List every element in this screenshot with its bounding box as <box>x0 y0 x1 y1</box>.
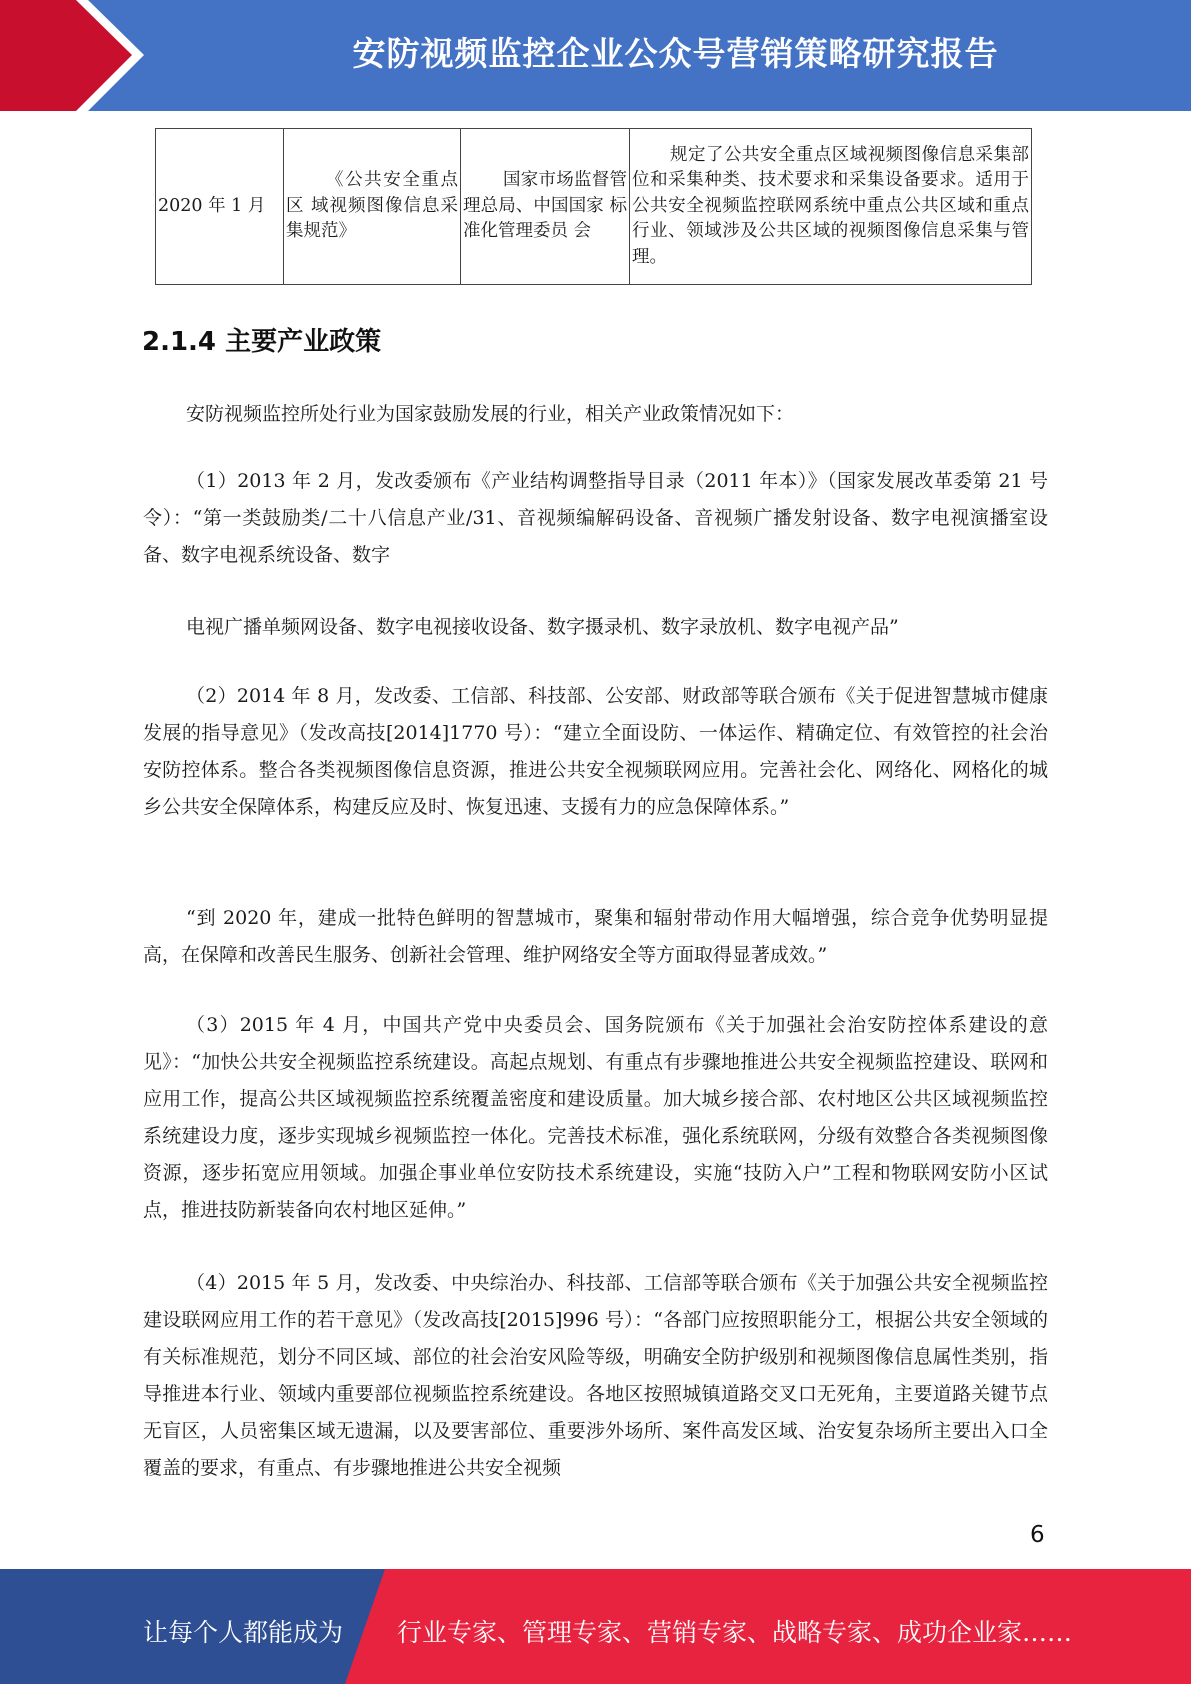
policy-paragraph-4: （4）2015 年 5 月，发改委、中央综治办、科技部、工信部等联合颁布《关于加强公共安全视频监控建设联网应用工作的若干意见》（发改高技[2015]996 号）：“各部门应按照职能分工，根据公共安全领域的有关标准规范，划分不同区域、部位的社会治安风险等级，明确安全防护级别和视频图像信息属性类别，指导推进本行业、领域内重要部位视频监控系统建设。各地区按照城镇道路交叉口无死角，主要道路关键节点无盲区，人员密集区域无遗漏，以及要害部位、重要涉外场所、案件高发区域、治安复杂场所主要出入口全覆盖的要求，有重点、有步骤地推进公共安全视频 <box>143 1272 1048 1479</box>
table-cell-issuer: 国家市场监督管 理总局、中国国家 标准化管理委员 会 <box>461 129 630 285</box>
footer-banner <box>0 1569 1191 1684</box>
report-title: 安防视频监控企业公众号营销策略研究报告 <box>352 34 999 73</box>
page-number: 6 <box>1030 1522 1045 1548</box>
table-cell-content: 规定了公共安全重点区域视频图像信息采集部位和采集种类、技术要求和采集设备要求。适用于公共安全视频监控联网系统中重点公共区域和重点行业、领域涉及公共区域的视频图像信息采集与管理。 <box>630 129 1032 285</box>
policy-paragraph-2-quote: “到 2020 年，建成一批特色鲜明的智慧城市，聚集和辐射带动作用大幅增强，综合竞争优势明显提高，在保障和改善民生服务、创新社会管理、维护网络安全等方面取得显著成效。” <box>143 907 1048 966</box>
section-heading: 2.1.4 主要产业政策 <box>142 327 382 357</box>
policy-paragraph-1-continued: 电视广播单频网设备、数字电视接收设备、数字摄录机、数字录放机、数字电视产品” <box>186 616 899 638</box>
header-arrow-decoration <box>0 0 160 111</box>
policy-paragraph-3: （3）2015 年 4 月，中国共产党中央委员会、国务院颁布《关于加强社会治安防控体系建设的意见》：“加快公共安全视频监控系统建设。高起点规划、有重点有步骤地推进公共安全视频监控建设、联网和应用工作，提高公共区域视频监控系统覆盖密度和建设质量。加大城乡接合部、农村地区公共区域视频监控系统建设力度，逐步实现城乡视频监控一体化。完善技术标准，强化系统联网，分级有效整合各类视频图像资源，逐步拓宽应用领域。加强企事业单位安防技术系统建设，实施“技防入户”工程和物联网安防小区试点，推进技防新装备向农村地区延伸。” <box>143 1014 1048 1221</box>
footer-slogan-left: 让每个人都能成为 <box>143 1618 344 1647</box>
policy-paragraph-2: （2）2014 年 8 月，发改委、工信部、科技部、公安部、财政部等联合颁布《关于促进智慧城市健康发展的指导意见》（发改高技[2014]1770 号）：“建立全面设防、一体运作、精确定位、有效管控的社会治安防控体系。整合各类视频图像信息资源，推进公共安全视频联网应用。完善社会化、网络化、网格化的城乡公共安全保障体系，构建反应及时、恢复迅速、支援有力的应急保障体系。” <box>143 685 1048 818</box>
standards-table <box>155 128 1032 285</box>
table-row <box>156 129 1032 285</box>
intro-paragraph: 安防视频监控所处行业为国家鼓励发展的行业，相关产业政策情况如下： <box>186 403 795 425</box>
footer-slogan-right: 行业专家、管理专家、营销专家、战略专家、成功企业家…… <box>397 1618 1073 1647</box>
header-banner <box>0 0 1191 111</box>
table-cell-name: 《公共安全重点区 域视频图像信息采 集规范》 <box>284 129 461 285</box>
table-cell-date: 2020 年 1 月 <box>156 129 284 285</box>
policy-paragraph-1: （1）2013 年 2 月，发改委颁布《产业结构调整指导目录（2011 年本）》（国家发展改革委第 21 号令）：“第一类鼓励类/二十八信息产业/31、音视频编解码设备、音视频广播发射设备、数字电视演播室设备、数字电视系统设备、数字 <box>143 470 1048 566</box>
